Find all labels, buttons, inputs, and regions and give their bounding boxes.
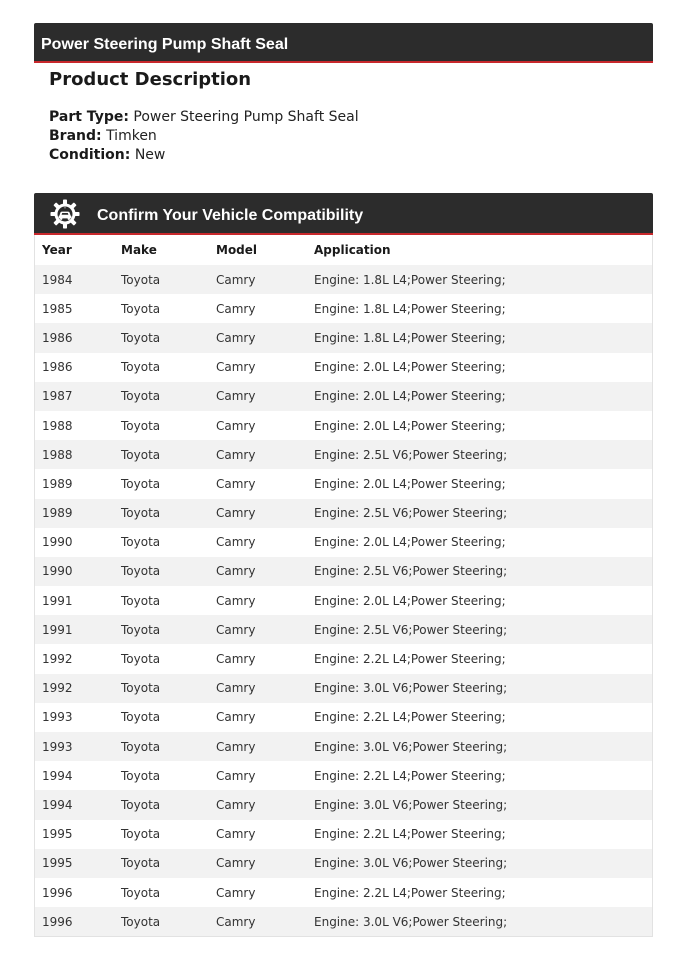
cell-model: Camry xyxy=(216,681,256,696)
column-header-model: Model xyxy=(216,243,258,257)
cell-make: Toyota xyxy=(121,506,161,521)
cell-make: Toyota xyxy=(121,330,161,345)
cell-application: Engine: 2.2L L4;Power Steering; xyxy=(314,768,506,783)
cell-application: Engine: 2.5L V6;Power Steering; xyxy=(314,622,508,637)
cell-application: Engine: 2.2L L4;Power Steering; xyxy=(314,827,506,842)
spec-label: Condition: xyxy=(49,147,131,163)
spec-label: Part Type: xyxy=(49,109,129,125)
compatibility-title: Confirm Your Vehicle Compatibility xyxy=(97,207,364,224)
spec-condition xyxy=(49,146,609,165)
cell-application: Engine: 1.8L L4;Power Steering; xyxy=(314,301,506,316)
product-description-section xyxy=(49,68,609,165)
cell-model: Camry xyxy=(216,418,256,433)
cell-make: Toyota xyxy=(121,622,161,637)
cell-application: Engine: 3.0L V6;Power Steering; xyxy=(314,681,508,696)
cell-application: Engine: 2.5L V6;Power Steering; xyxy=(314,564,508,579)
cell-model: Camry xyxy=(216,856,256,871)
cell-model: Camry xyxy=(216,476,256,491)
product-title-bar xyxy=(34,23,653,63)
cell-model: Camry xyxy=(216,447,256,462)
table-row xyxy=(35,878,652,907)
spec-value: Timken xyxy=(106,128,157,144)
cell-application: Engine: 2.0L L4;Power Steering; xyxy=(314,389,506,404)
column-header-application: Application xyxy=(314,243,391,257)
table-row xyxy=(35,586,652,615)
cell-year: 1991 xyxy=(42,593,73,608)
cell-application: Engine: 2.2L L4;Power Steering; xyxy=(314,652,506,667)
cell-make: Toyota xyxy=(121,681,161,696)
table-row xyxy=(35,294,652,323)
cell-model: Camry xyxy=(216,652,256,667)
cell-year: 1996 xyxy=(42,914,73,929)
table-row xyxy=(35,790,652,819)
cell-application: Engine: 2.0L L4;Power Steering; xyxy=(314,360,506,375)
compatibility-table-wrapper xyxy=(34,235,653,937)
spec-list xyxy=(49,108,609,165)
cell-model: Camry xyxy=(216,797,256,812)
cell-year: 1992 xyxy=(42,681,73,696)
table-row xyxy=(35,382,652,411)
table-header-row xyxy=(35,235,652,265)
cell-model: Camry xyxy=(216,914,256,929)
cell-application: Engine: 2.0L L4;Power Steering; xyxy=(314,418,506,433)
cell-model: Camry xyxy=(216,739,256,754)
table-body xyxy=(35,265,652,936)
cell-application: Engine: 3.0L V6;Power Steering; xyxy=(314,797,508,812)
gear-car-icon xyxy=(49,198,81,230)
table-row xyxy=(35,703,652,732)
cell-year: 1989 xyxy=(42,506,73,521)
table-row xyxy=(35,761,652,790)
cell-make: Toyota xyxy=(121,272,161,287)
cell-model: Camry xyxy=(216,827,256,842)
cell-make: Toyota xyxy=(121,914,161,929)
table-row xyxy=(35,907,652,936)
table-row xyxy=(35,820,652,849)
cell-application: Engine: 2.0L L4;Power Steering; xyxy=(314,593,506,608)
cell-application: Engine: 1.8L L4;Power Steering; xyxy=(314,272,506,287)
column-header-year: Year xyxy=(42,243,72,257)
cell-model: Camry xyxy=(216,710,256,725)
compatibility-table xyxy=(35,235,652,936)
cell-make: Toyota xyxy=(121,856,161,871)
cell-model: Camry xyxy=(216,564,256,579)
cell-model: Camry xyxy=(216,622,256,637)
column-header-make: Make xyxy=(121,243,157,257)
cell-year: 1995 xyxy=(42,827,73,842)
cell-year: 1994 xyxy=(42,768,73,783)
cell-model: Camry xyxy=(216,768,256,783)
spec-part-type xyxy=(49,108,609,127)
cell-make: Toyota xyxy=(121,301,161,316)
cell-year: 1988 xyxy=(42,447,73,462)
spec-label: Brand: xyxy=(49,128,102,144)
cell-model: Camry xyxy=(216,885,256,900)
cell-year: 1985 xyxy=(42,301,73,316)
cell-application: Engine: 2.0L L4;Power Steering; xyxy=(314,476,506,491)
cell-make: Toyota xyxy=(121,652,161,667)
cell-make: Toyota xyxy=(121,768,161,783)
cell-year: 1991 xyxy=(42,622,73,637)
cell-year: 1994 xyxy=(42,797,73,812)
cell-model: Camry xyxy=(216,360,256,375)
cell-application: Engine: 2.0L L4;Power Steering; xyxy=(314,535,506,550)
cell-make: Toyota xyxy=(121,710,161,725)
cell-year: 1989 xyxy=(42,476,73,491)
table-row xyxy=(35,849,652,878)
table-row xyxy=(35,528,652,557)
cell-year: 1993 xyxy=(42,710,73,725)
cell-year: 1992 xyxy=(42,652,73,667)
cell-year: 1995 xyxy=(42,856,73,871)
cell-model: Camry xyxy=(216,330,256,345)
table-row xyxy=(35,615,652,644)
table-row xyxy=(35,440,652,469)
cell-application: Engine: 2.2L L4;Power Steering; xyxy=(314,710,506,725)
cell-make: Toyota xyxy=(121,360,161,375)
table-row xyxy=(35,411,652,440)
cell-make: Toyota xyxy=(121,476,161,491)
spec-brand xyxy=(49,127,609,146)
cell-year: 1987 xyxy=(42,389,73,404)
cell-model: Camry xyxy=(216,389,256,404)
cell-application: Engine: 3.0L V6;Power Steering; xyxy=(314,739,508,754)
table-row xyxy=(35,644,652,673)
cell-model: Camry xyxy=(216,301,256,316)
table-row xyxy=(35,265,652,294)
cell-application: Engine: 1.8L L4;Power Steering; xyxy=(314,330,506,345)
cell-make: Toyota xyxy=(121,447,161,462)
spec-value: Power Steering Pump Shaft Seal xyxy=(133,109,359,125)
cell-year: 1988 xyxy=(42,418,73,433)
cell-application: Engine: 2.2L L4;Power Steering; xyxy=(314,885,506,900)
cell-year: 1986 xyxy=(42,360,73,375)
cell-make: Toyota xyxy=(121,797,161,812)
cell-year: 1984 xyxy=(42,272,73,287)
cell-model: Camry xyxy=(216,593,256,608)
cell-year: 1996 xyxy=(42,885,73,900)
cell-make: Toyota xyxy=(121,885,161,900)
table-row xyxy=(35,732,652,761)
table-row xyxy=(35,353,652,382)
cell-model: Camry xyxy=(216,272,256,287)
cell-make: Toyota xyxy=(121,535,161,550)
cell-make: Toyota xyxy=(121,827,161,842)
cell-make: Toyota xyxy=(121,418,161,433)
compatibility-header xyxy=(34,193,653,235)
table-row xyxy=(35,499,652,528)
cell-make: Toyota xyxy=(121,739,161,754)
cell-year: 1990 xyxy=(42,564,73,579)
cell-make: Toyota xyxy=(121,389,161,404)
cell-application: Engine: 3.0L V6;Power Steering; xyxy=(314,914,508,929)
table-row xyxy=(35,557,652,586)
cell-year: 1993 xyxy=(42,739,73,754)
cell-model: Camry xyxy=(216,535,256,550)
cell-application: Engine: 2.5L V6;Power Steering; xyxy=(314,447,508,462)
table-row xyxy=(35,323,652,352)
table-row xyxy=(35,674,652,703)
cell-application: Engine: 2.5L V6;Power Steering; xyxy=(314,506,508,521)
cell-year: 1990 xyxy=(42,535,73,550)
cell-year: 1986 xyxy=(42,330,73,345)
spec-value: New xyxy=(134,147,166,163)
product-title: Power Steering Pump Shaft Seal xyxy=(41,36,289,53)
cell-make: Toyota xyxy=(121,593,161,608)
table-row xyxy=(35,469,652,498)
description-heading: Product Description xyxy=(49,69,252,90)
cell-make: Toyota xyxy=(121,564,161,579)
cell-application: Engine: 3.0L V6;Power Steering; xyxy=(314,856,508,871)
cell-model: Camry xyxy=(216,506,256,521)
